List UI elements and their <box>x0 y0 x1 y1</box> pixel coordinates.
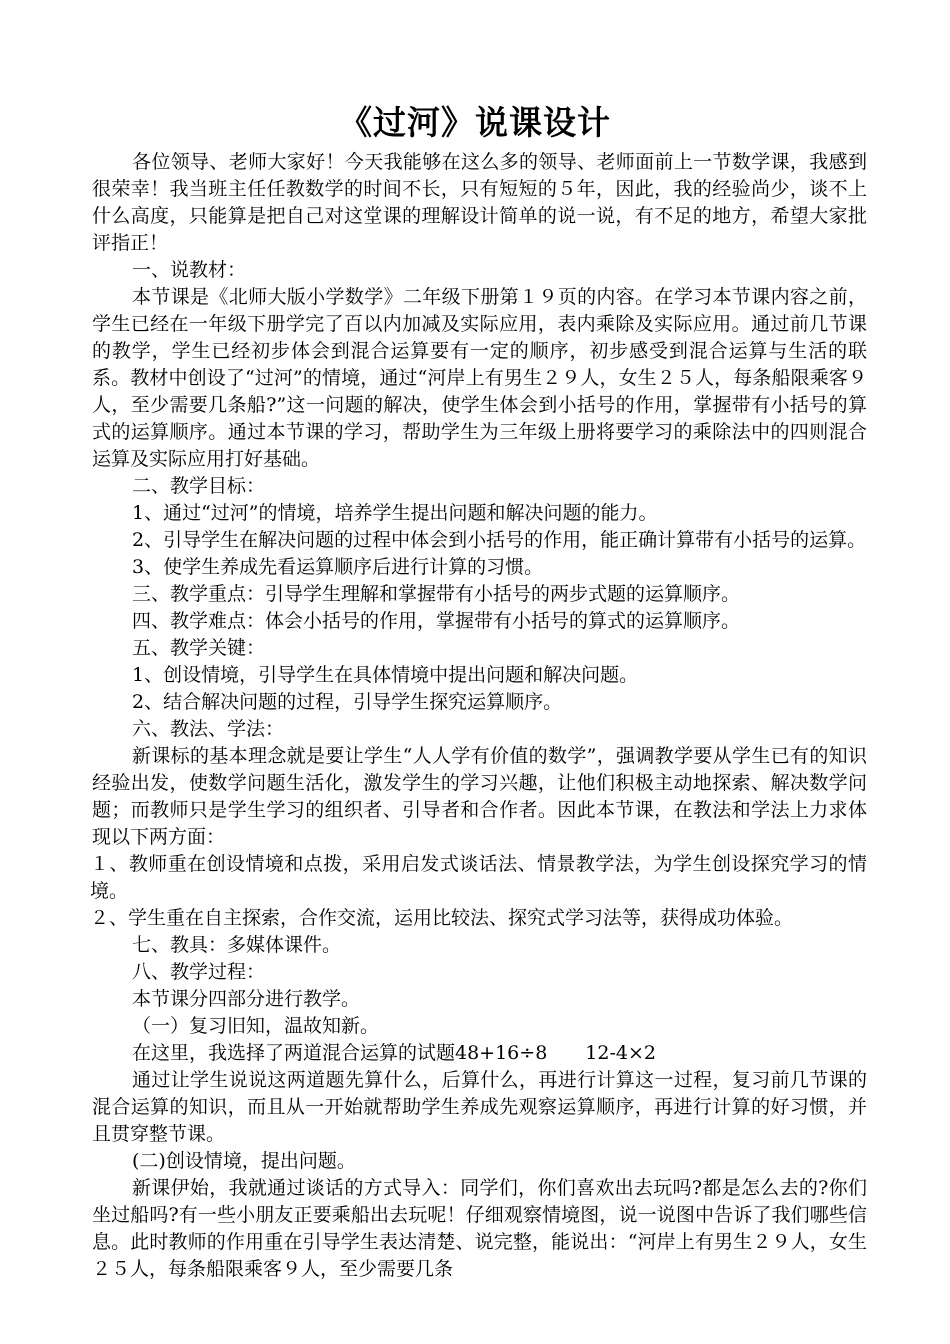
heading-teaching-key: 五、教学关键： <box>132 637 266 659</box>
paragraph-methods: 新课标的基本理念就是要让学生“人人学有价值的数学”，强调教学要从学生已有的知识经验出发，使数学问题生活化，激发学生的学习兴趣，让他们积极主动地探索、解决数学问题；而教师只是学生学习的组织者、引导者和合作者。因此本节课，在教法和学法上力求体现以下两方面： <box>92 745 867 848</box>
paragraph-review-questions: 在这里，我选择了两道混合运算的试题48+16÷8 12-4×2 <box>132 1042 656 1064</box>
heading-methods: 六、教法、学法： <box>132 718 285 740</box>
objective-item: 2、引导学生在解决问题的过程中体会到小括号的作用，能正确计算带有小括号的运算。 <box>132 529 867 551</box>
method-item: ２、学生重在自主探索，合作交流，运用比较法、探究式学习法等，获得成功体验。 <box>90 907 794 929</box>
key-item: 1、创设情境，引导学生在具体情境中提出问题和解决问题。 <box>132 664 639 686</box>
objective-item: 1、通过“过河”的情境，培养学生提出问题和解决问题的能力。 <box>132 502 658 524</box>
heading-textbook: 一、说教材： <box>132 259 247 281</box>
paragraph-textbook: 本节课是《北师大版小学数学》二年级下册第１９页的内容。在学习本节课内容之前，学生已经在一年级下册学完了百以内加减及实际应用，表内乘除及实际应用。通过前几节课的教学，学生已经初步体会到混合运算要有一定的顺序，初步感受到混合运算与生活的联系。教材中创设了“过河”的情境，通过“河岸上有男生２９人，女生２５人，每条船限乘客９人，至少需要几条船?”这一问题的解决，使学生体会到小括号的作用，掌握带有小括号的算式的运算顺序。通过本节课的学习，帮助学生为三年级上册将要学习的乘除法中的四则混合运算及实际应用打好基础。 <box>92 286 867 470</box>
method-item: １、教师重在创设情境和点拨，采用启发式谈话法、情景教学法，为学生创设探究学习的情境。 <box>90 853 867 902</box>
heading-objectives: 二、教学目标： <box>132 475 266 497</box>
paragraph-process-intro: 本节课分四部分进行教学。 <box>132 988 361 1010</box>
document-title: 《过河》说课设计 <box>339 103 611 142</box>
key-item: 2、结合解决问题的过程，引导学生探究运算顺序。 <box>132 691 563 713</box>
heading-difficulties: 四、教学难点：体会小括号的作用，掌握带有小括号的算式的运算顺序。 <box>132 610 741 632</box>
heading-process: 八、教学过程： <box>132 961 266 983</box>
document-body <box>92 149 867 1283</box>
heading-teaching-aids: 七、教具：多媒体课件。 <box>132 934 342 956</box>
objective-item: 3、使学生养成先看运算顺序后进行计算的习惯。 <box>132 556 544 578</box>
paragraph-intro: 各位领导、老师大家好！今天我能够在这么多的领导、老师面前上一节数学课，我感到很荣幸！我当班主任任教数学的时间不长，只有短短的５年，因此，我的经验尚少，谈不上什么高度，只能算是把自己对这堂课的理解设计简单的说一说，有不足的地方，希望大家批评指正！ <box>92 151 867 254</box>
paragraph-review: 通过让学生说说这两道题先算什么，后算什么，再进行计算这一过程，复习前几节课的混合运算的知识，而且从一开始就帮助学生养成先观察运算顺序，再进行计算的好习惯，并且贯穿整节课。 <box>92 1069 867 1145</box>
subheading-review: （一）复习旧知，温故知新。 <box>132 1015 380 1037</box>
heading-key-points: 三、教学重点：引导学生理解和掌握带有小括号的两步式题的运算顺序。 <box>132 583 741 605</box>
subheading-situation: (二)创设情境，提出问题。 <box>132 1150 356 1172</box>
paragraph-situation: 新课伊始，我就通过谈话的方式导入：同学们，你们喜欢出去玩吗?都是怎么去的?你们坐过船吗?有一些小朋友正要乘船出去玩呢！仔细观察情境图，说一说图中告诉了我们哪些信息。此时教师的作用重在引导学生表达清楚、说完整，能说出：“河岸上有男生２９人，女生２５人，每条船限乘客９人，至少需要几条 <box>92 1177 867 1280</box>
